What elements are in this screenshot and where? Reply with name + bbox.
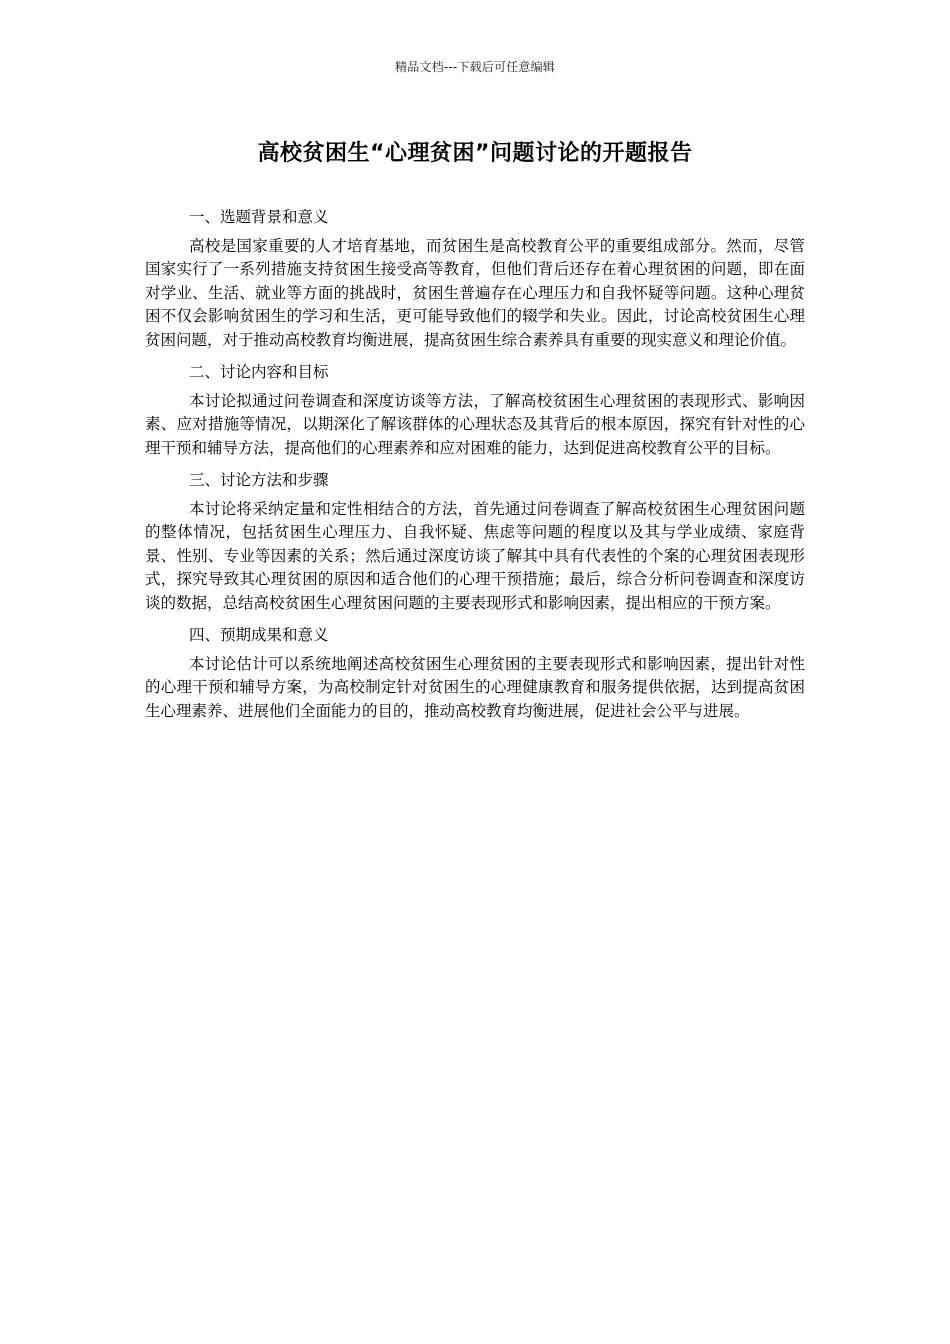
- section-heading: 二、讨论内容和目标: [189, 363, 329, 381]
- section-heading: 四、预期成果和意义: [189, 626, 329, 644]
- section-background: [145, 206, 805, 352]
- section-paragraph: 本讨论拟通过问卷调查和深度访谈等方法，了解高校贫困生心理贫困的表现形式、影响因素、应对措施等情况，以期深化了解该群体的心理状态及其背后的根本原因，探究有针对性的心理干预和辅导方法，提高他们的心理素养和应对困难的能力，达到促进高校教育公平的目标。: [145, 391, 805, 457]
- section-heading: 一、选题背景和意义: [189, 208, 329, 226]
- section-paragraph: 高校是国家重要的人才培育基地，而贫困生是高校教育公平的重要组成部分。然而，尽管国家实行了一系列措施支持贫困生接受高等教育，但他们背后还存在着心理贫困的问题，即在面对学业、生活、就业等方面的挑战时，贫困生普遍存在心理压力和自我怀疑等问题。这种心理贫困不仅会影响贫困生的学习和生活，更可能导致他们的辍学和失业。因此，讨论高校贫困生心理贫困问题，对于推动高校教育均衡进展，提高贫困生综合素养具有重要的现实意义和理论价值。: [145, 236, 805, 349]
- document-body: [145, 206, 805, 732]
- section-paragraph: 本讨论将采纳定量和定性相结合的方法，首先通过问卷调查了解高校贫困生心理贫困问题的整体情况，包括贫困生心理压力、自我怀疑、焦虑等问题的程度以及其与学业成绩、家庭背景、性别、专业等因素的关系；然后通过深度访谈了解其中具有代表性的个案的心理贫困表现形式，探究导致其心理贫困的原因和适合他们的心理干预措施；最后，综合分析问卷调查和深度访谈的数据，总结高校贫困生心理贫困问题的主要表现形式和影响因素，提出相应的干预方案。: [145, 499, 805, 612]
- document-title: 高校贫困生“心理贫困”问题讨论的开题报告: [257, 141, 693, 166]
- section-methods: [145, 469, 805, 615]
- section-expected-results: [145, 624, 805, 723]
- header-note: 精品文档---下载后可任意编辑: [395, 60, 555, 74]
- section-heading: 三、讨论方法和步骤: [189, 471, 329, 489]
- section-paragraph: 本讨论估计可以系统地阐述高校贫困生心理贫困的主要表现形式和影响因素，提出针对性的心理干预和辅导方案，为高校制定针对贫困生的心理健康教育和服务提供依据，达到提高贫困生心理素养、进展他们全面能力的目的，推动高校教育均衡进展，促进社会公平与进展。: [145, 654, 805, 720]
- section-content-goals: [145, 361, 805, 460]
